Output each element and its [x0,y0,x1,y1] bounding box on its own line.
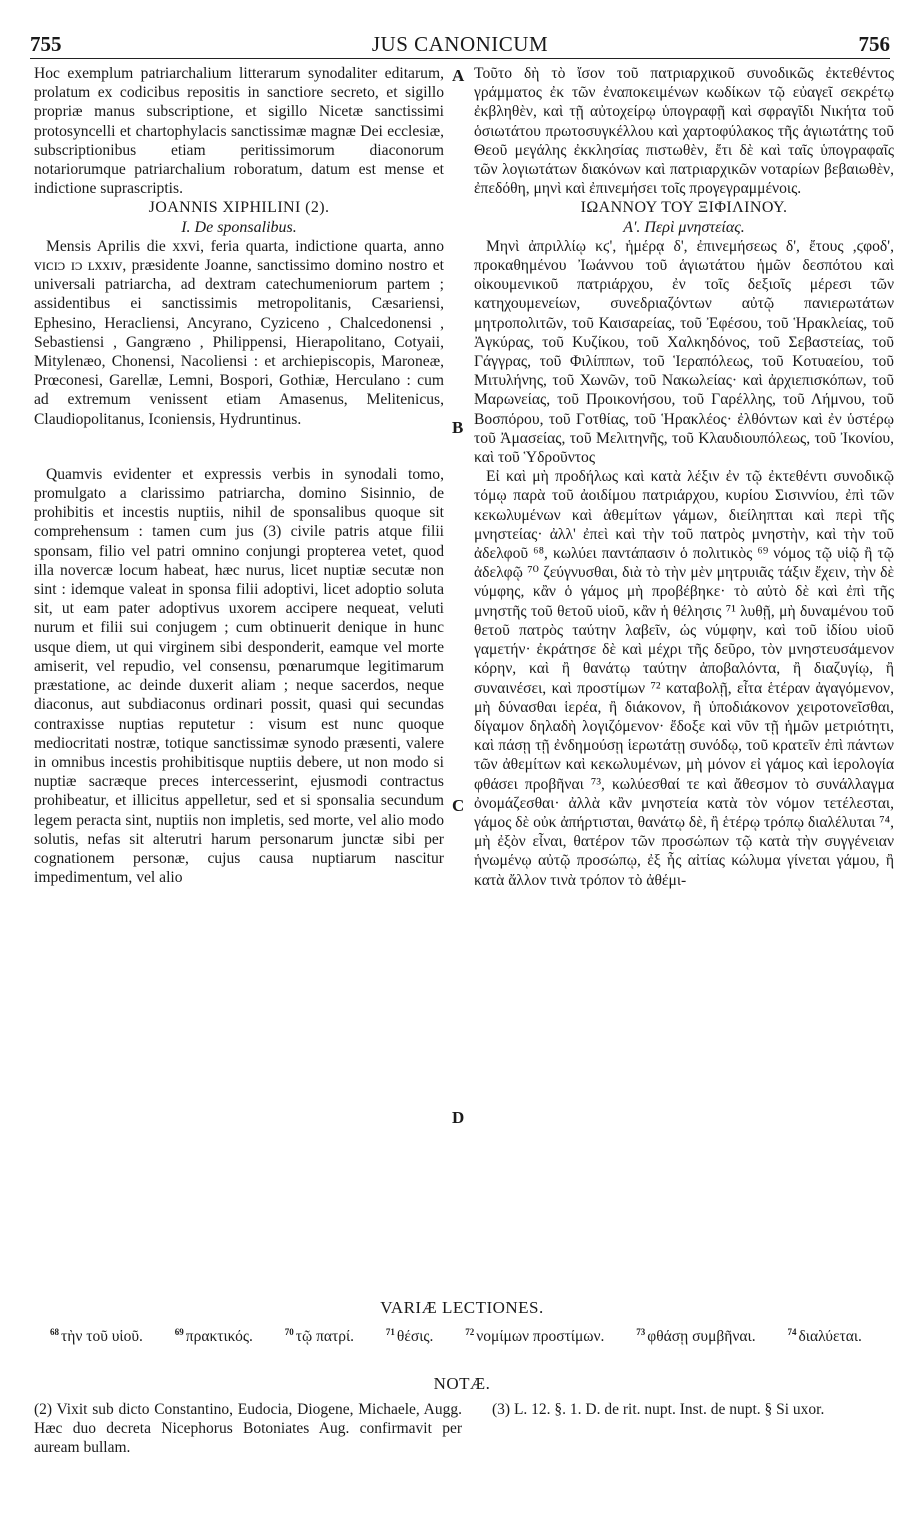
variant-text: διαλύεται. [798,1328,862,1346]
notae-title: NOTÆ. [433,1374,491,1393]
variant-number: 72 [465,1327,475,1337]
variae-lectiones-list [50,1322,900,1347]
running-title: JUS CANONICUM [371,32,549,56]
variant-reading [50,1328,143,1345]
latin-subheading: I. De sponsalibus. [181,218,297,236]
greek-column [474,64,894,890]
latin-heading: JOANNIS XIPHILINI (2). [148,199,330,217]
variant-reading [465,1328,604,1345]
footnote-left [34,1400,462,1457]
gutter-letter-a: A [452,66,465,85]
latin-paragraph-2: Quamvis evidenter et expressis verbis in synodali tomo, promulgato a clarissimo patriarcha, domino Sisinnio, de prohibitis et incestis nuptiis, nihil de sponsalibus quoque sit comprehensum : tamen cum jus (3) civile patris atque filii sponsam, filio vel patri omnino conjungi propterea vetet, quod illa novercæ locum habeat, hæc nurus, licet nuptiæ secutæ non sint : idemque valeat in sponsa filii adoptivi, licet adoptio soluta sit, ut eam pater adoptivus uxorem accipere nequeat, veluti nurum et filii sui conjugem ; cum obtinuerit denique in hunc usque diem, ut qui virginem sibi desponderit, eamque vel morte amiserit, vel repudio, vel consensu, pœnarumque legitimarum præstatione, ac deinde duxerit aliam ; neque sacerdos, neque diaconus, aut subdiaconus ordinari possit, quasi qui secundas contraxisse nuptias reputetur : visum est nunc quoque mediocritati nostræ, totique sanctissimæ synodo præsenti, valere in omnibus incestis prohibitisque nuptiis debere, ut non modo si nuptiæ sacræque preces intercesserint, ejusmodi contractus prohibeatur, et illicitus appelletur, sed et si sponsalia secundum legem peracta sint, nuptiis non impletis, sed morte, vel alio modo solutis, nefas sit alterutri harum personarum junctæ sibi per cognationem personæ, cujus causa nuptiarum nascitur impedimentum, vel alio [34,465,444,887]
latin-column [34,64,444,887]
greek-paragraph-2: Εἰ καὶ μὴ προδήλως καὶ κατὰ λέξιν ἐν τῷ ἐκτεθέντι συνοδικῷ τόμῳ παρὰ τοῦ ἀοιδίμου πατριάρχου, κυρίου Σισιννίου, ἐπὶ τῶν κεκωλυμένων καὶ ἀθεμίτων γάμων, διείληπται καὶ περὶ τῆς μνηστείας· ἀλλ' ἐπεὶ καὶ τὴν τοῦ πατρὸς μνηστὴν, καὶ τὴν τοῦ ἀδελφοῦ ⁶⁸, κωλύει παντάπασιν ὁ πολιτικὸς ⁶⁹ νόμος τῷ υἱῷ ἢ τῷ ἀδελφῷ ⁷⁰ ζεύγνυσθαι, διὰ τὸ τὴν μὲν μητρυιᾶς τάξιν ἔχειν, τὴν δὲ νύμφης, κἂν ὁ γάμος μὴ προβέβηκε· τὸ αὐτὸ δὲ καὶ ἐπὶ τῆς μνηστῆς τοῦ θετοῦ υἱοῦ, κἂν ἡ θέλησις ⁷¹ λυθῇ, μὴ δυναμένου τοῦ θετοῦ πατρὸς ταύτην λαβεῖν, ὡς νύμφην, καὶ τοῦ ἰδίου υἱοῦ γαμετήν· ἐκράτησε δὲ καὶ μέχρι τῆς δεῦρο, τὸν μνηστευσάμενον κόρην, καὶ ἢ θανάτῳ ταύτην ἀποβαλόντα, ἢ διαζυγίῳ, ἢ συναινέσει, καὶ προστίμων ⁷² καταβολῇ, εἶτα ἑτέραν ἀγαγόμενον, μὴ δύνασθαι ἱερέα, ἢ διάκονον, ἢ ὑποδιάκονον χειροτονεῖσθαι, δίγαμον δηλαδὴ λογιζόμενον· ἔδοξε καὶ νῦν τῇ ἡμῶν μετριότητι, καὶ πάσῃ τῇ ἐνδημούσῃ ἱερωτάτῃ συνόδῳ, τοῦ κρατεῖν ἐπὶ πάντων τῶν ἀθεμίτων καὶ κεκωλυμένων, μὴ μόνον εἰ γάμος καὶ ἱερολογία φθάσει προβῆναι ⁷³, κωλύεσθαί τε καὶ ἄθεσμον τὸ συνάλλαγμα ὀνομάζεσθαι· ἀλλὰ κἂν μνηστεία κατὰ τὸν νόμον τετέλεσται, γάμος δὲ οὐκ ἀπήρτισται, θανάτῳ δὲ, ἢ ἑτέρῳ τρόπῳ διαλέλυται ⁷⁴, μὴ ἐξὸν εἶναι, θατέρον τῶν προσώπων τῷ κατὰ τὴν συγγένειαν ἡνωμένῳ αὐτῷ προσώπῳ, ἐξ ἧς αἰτίας κώλυμα γίνεται γάμου, ἢ κατὰ ἄλλον τινὰ τρόπον τὸ ἀθέμι- [474,468,894,889]
greek-subheading: Α'. Περὶ μνηστείας. [623,218,745,236]
variant-number: 71 [385,1327,395,1337]
variant-number: 68 [50,1327,59,1337]
variae-lectiones-title: VARIÆ LECTIONES. [380,1298,544,1317]
variant-text: νομίμων προστίμων. [476,1328,605,1346]
variant-number: 70 [284,1327,294,1337]
gutter-letter-d: D [452,1108,465,1127]
page-number-right: 756 [858,32,890,56]
gutter-letter-b: B [452,418,464,437]
variant-number: 73 [636,1327,646,1337]
variant-text: θέσις. [396,1328,434,1346]
variant-reading [386,1328,433,1345]
variant-text: τῷ πατρί. [295,1328,355,1346]
variant-number: 74 [787,1327,797,1337]
running-head [30,32,890,59]
paragraph-gap [34,429,444,465]
greek-heading: ΙΩΑΝΝΟΥ ΤΟΥ ΞΙΦΙΛΙΝΟΥ. [580,199,788,217]
latin-paragraph-1: Mensis Aprilis die xxvi, feria quarta, indictione quarta, anno ᴠɪᴄɪᴐ ɪᴐ ʟxxɪᴠ, præsidente Joanne, sanctissimo domino nostro et universali patriarcha, ad dextram catechumeniorum partem ; assidentibus ei sanctissimis metropolitanis, Cæsariensi, Ephesino, Heracliensi, Ancyrano, Cyziceno , Chalcedonensi , Sebastiensi , Gangræno , Philippensi, Hierapolitano, Cotyaii, Mitylenæo, Chonensi, Nacoliensi : et archiepiscopis, Maroneæ, Prœconesi, Garellæ, Lemni, Bospori, Gothiæ, Herculano : cum ad extremum venissent etiam Amasenus, Melitenicus, Claudiopolitanus, Iconiensis, Hydruntinus. [34,237,444,428]
footnote-2: (2) Vixit sub dicto Constantino, Eudocia, Diogene, Michaele, Augg. Hæc duo decreta Nicephorus Botoniates Aug. confirmavit per auream bullam. [34,1401,462,1456]
gutter-letter-c: C [452,796,465,815]
variant-number: 69 [174,1327,184,1337]
greek-intro: Τοῦτο δὴ τὸ ἴσον τοῦ πατριαρχικοῦ συνοδικῶς ἐκτεθέντος γράμματος ἐκ τῶν ἐναποκειμένων κωδίκων τῷ εὐαγεῖ σεκρέτῳ ἐκβληθὲν, καὶ τῇ αὐτοχείρῳ ὑπογραφῇ καὶ σφραγῖδι Νικήτα τοῦ ὁσιωτάτου πρωτοσυγκέλλου καὶ χαρτοφύλακος τῆς ἁγιωτάτης τοῦ Θεοῦ μεγάλης ἐκκλησίας πιστωθὲν, ἔτι δὲ καὶ ταῖς ὑπογραφαῖς τῶν λογιωτάτων διακόνων καὶ πατριαρχικῶν νοταρίων βεβαιωθὲν, ἐπεδόθη, μηνὶ καὶ ἐπινεμήσει τοῖς προγεγραμμένοις. [474,65,894,198]
footnote-right [492,1400,892,1419]
variant-reading [787,1328,861,1345]
greek-paragraph-1: Μηνὶ ἀπριλλίῳ κϛ', ἡμέρᾳ δ', ἐπινεμήσεως δ', ἔτους ,ϛφοδ', προκαθημένου Ἰωάννου τοῦ ἁγιωτάτου ἡμῶν δεσπότου καὶ οἰκουμενικοῦ πατριάρχου, ἐν τοῖς δεξιοῖς μέρεσι τῶν κατηχουμενείων, συνεδριαζόντων αὐτῷ πανιερωτάτων μητροπολιτῶν, τοῦ Καισαρείας, τοῦ Ἐφέσου, τοῦ Ἡρακλείας, τοῦ Ἀγκύρας, τοῦ Κυζίκου, τοῦ Χαλκηδόνος, τοῦ Σεβαστείας, τοῦ Γάγγρας, τοῦ Φιλίππων, τοῦ Ἱεραπόλεως, τοῦ Κοτυαείου, τοῦ Μιτυλήνης, τοῦ Χωνῶν, τοῦ Νακωλείας· καὶ ἀρχιεπισκόπων, τοῦ Μαρωνείας, τοῦ Προικονήσου, τοῦ Γαρέλλης, τοῦ Λήμνου, τοῦ Βοσπόρου, τοῦ Γοτθίας, τοῦ Ἡρακλέος· ἐλθόντων καὶ ἐν ὑστέρῳ τοῦ Ἀμασείας, τοῦ Μελιτηνῆς, τοῦ Κλαυδιουπόλεως, τοῦ Ἰκονίου, καὶ τοῦ Ὑδροῦντος [474,237,894,467]
footnote-3: (3) L. 12. §. 1. D. de rit. nupt. Inst. de nupt. § Si uxor. [492,1401,825,1418]
variant-text: τὴν τοῦ υἱοῦ. [61,1328,143,1346]
variant-reading [636,1328,755,1345]
page-number-left: 755 [30,32,62,56]
latin-intro: Hoc exemplum patriarchalium litterarum synodaliter editarum, prolatum ex codicibus repositis in sanctiore secreto, et sigillo propriæ manus subscriptione, et sigillo Nicetæ sanctissimi protosyncelli et chartophylacis sanctissimæ magnæ Dei ecclesiæ, subscriptionibus etiam peritissimorum diaconorum notariorumque patriarchalium roboratum, datum est mense et indictione suprascriptis. [34,65,444,198]
variant-reading [285,1328,354,1345]
variant-text: φθάσῃ συμβῆναι. [647,1328,756,1346]
variant-text: πρακτικός. [185,1328,253,1346]
variant-reading [175,1328,253,1345]
